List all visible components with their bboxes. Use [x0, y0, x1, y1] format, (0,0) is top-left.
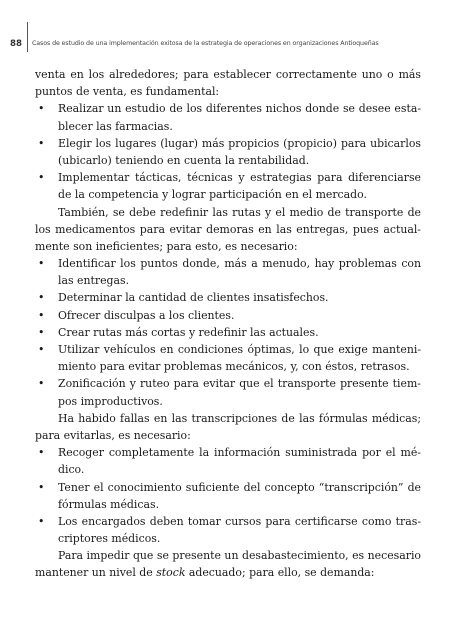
line-text: adecuado; para ello, se demanda:: [185, 566, 375, 580]
line-text: Determinar la cantidad de clientes insatisfechos.: [58, 291, 329, 305]
line-text: Identificar los puntos donde, más a menudo, hay problemas con: [58, 257, 421, 271]
page-header: [0, 38, 453, 52]
bullet-line: [35, 186, 421, 203]
bullet-line: [35, 152, 421, 169]
bullet-line: [35, 375, 421, 392]
emphasized-term: stock: [156, 566, 186, 580]
bullet-mark: •: [38, 136, 45, 150]
line-text: miento para evitar problemas mecánicos, y, con éstos, retrasos.: [58, 360, 410, 374]
line-text: Los encargados deben tomar cursos para certificarse como tras-: [58, 514, 421, 528]
paragraph-line: [35, 221, 421, 238]
paragraph-line: [35, 564, 421, 581]
bullet-mark: •: [38, 446, 45, 460]
paragraph-line: [35, 66, 421, 83]
line-text: También, se debe redefinir las rutas y el medio de transporte de: [58, 205, 421, 219]
line-text: Ofrecer disculpas a los clientes.: [58, 308, 235, 322]
line-text: Ha habido fallas en las transcripciones de las fórmulas médicas;: [58, 411, 421, 425]
bullet-line: [35, 135, 421, 152]
paragraph-line: [35, 83, 421, 100]
line-text: puntos de venta, es fundamental:: [35, 85, 220, 99]
bullet-line: [35, 118, 421, 135]
bullet-line: [35, 255, 421, 272]
bullet-line: [35, 272, 421, 289]
bullet-line: [35, 513, 421, 530]
line-text: para evitarlas, es necesario:: [35, 428, 191, 442]
line-text: Implementar tácticas, técnicas y estrategias para diferenciarse: [58, 171, 421, 185]
line-text: pos improductivos.: [58, 394, 163, 408]
bullet-line: [35, 479, 421, 496]
bullet-line: [35, 324, 421, 341]
line-text: mantener un nivel de: [35, 566, 157, 580]
bullet-mark: •: [38, 308, 45, 322]
bullet-line: [35, 358, 421, 375]
line-text: Tener el conocimiento suficiente del concepto “transcripción” de: [58, 480, 421, 494]
paragraph-line: [35, 410, 421, 427]
bullet-mark: •: [38, 514, 45, 528]
line-text: Para impedir que se presente un desabastecimiento, es necesario: [58, 549, 421, 563]
line-text: Realizar un estudio de los diferentes nichos donde se desee esta-: [58, 102, 421, 116]
bullet-line: [35, 393, 421, 410]
line-text: dico.: [58, 463, 85, 477]
bullet-mark: •: [38, 291, 45, 305]
running-title: Casos de estudio de una implementación exitosa de la estrategia de operaciones en organizaciones Antioqueñas: [32, 40, 379, 47]
bullet-line: [35, 289, 421, 306]
line-text: Utilizar vehículos en condiciones óptimas, lo que exige manteni-: [58, 343, 421, 356]
bullet-mark: •: [38, 343, 45, 356]
bullet-line: [35, 530, 421, 547]
line-text: blecer las farmacias.: [58, 119, 173, 133]
bullet-mark: •: [38, 377, 45, 391]
line-text: Zonificación y ruteo para evitar que el transporte presente tiem-: [58, 377, 421, 391]
bullet-line: [35, 496, 421, 513]
bullet-mark: •: [38, 102, 45, 116]
bullet-mark: •: [38, 171, 45, 185]
bullet-line: [35, 461, 421, 478]
bullet-mark: •: [38, 480, 45, 494]
bullet-line: [35, 100, 421, 117]
line-text: venta en los alrededores; para establecer correctamente uno o más: [35, 68, 421, 81]
bullet-line: [35, 169, 421, 186]
bullet-mark: •: [38, 325, 45, 339]
body-text: [35, 66, 421, 582]
bullet-line: [35, 444, 421, 461]
bullet-line: [35, 341, 421, 358]
line-text: criptores médicos.: [58, 532, 161, 546]
line-text: Crear rutas más cortas y redefinir las actuales.: [58, 325, 319, 339]
line-text: mente son ineficientes; para esto, es necesario:: [35, 239, 298, 253]
paragraph-line: [35, 427, 421, 444]
paragraph-line: [35, 238, 421, 255]
bullet-mark: •: [38, 257, 45, 271]
line-text: las entregas.: [58, 274, 130, 288]
paragraph-line: [35, 547, 421, 564]
line-text: Elegir los lugares (lugar) más propicios (propicio) para ubicarlos: [58, 136, 421, 150]
header-divider: [27, 22, 28, 52]
line-text: Recoger completamente la información suministrada por el mé-: [58, 446, 421, 460]
line-text: (ubicarlo) teniendo en cuenta la rentabilidad.: [58, 153, 310, 167]
paragraph-line: [35, 204, 421, 221]
line-text: de la competencia y lograr participación en el mercado.: [58, 188, 367, 202]
page-number: 88: [10, 39, 22, 49]
line-text: los medicamentos para evitar demoras en las entregas, pues actual-: [35, 222, 421, 236]
line-text: fórmulas médicas.: [58, 497, 160, 511]
bullet-line: [35, 307, 421, 324]
